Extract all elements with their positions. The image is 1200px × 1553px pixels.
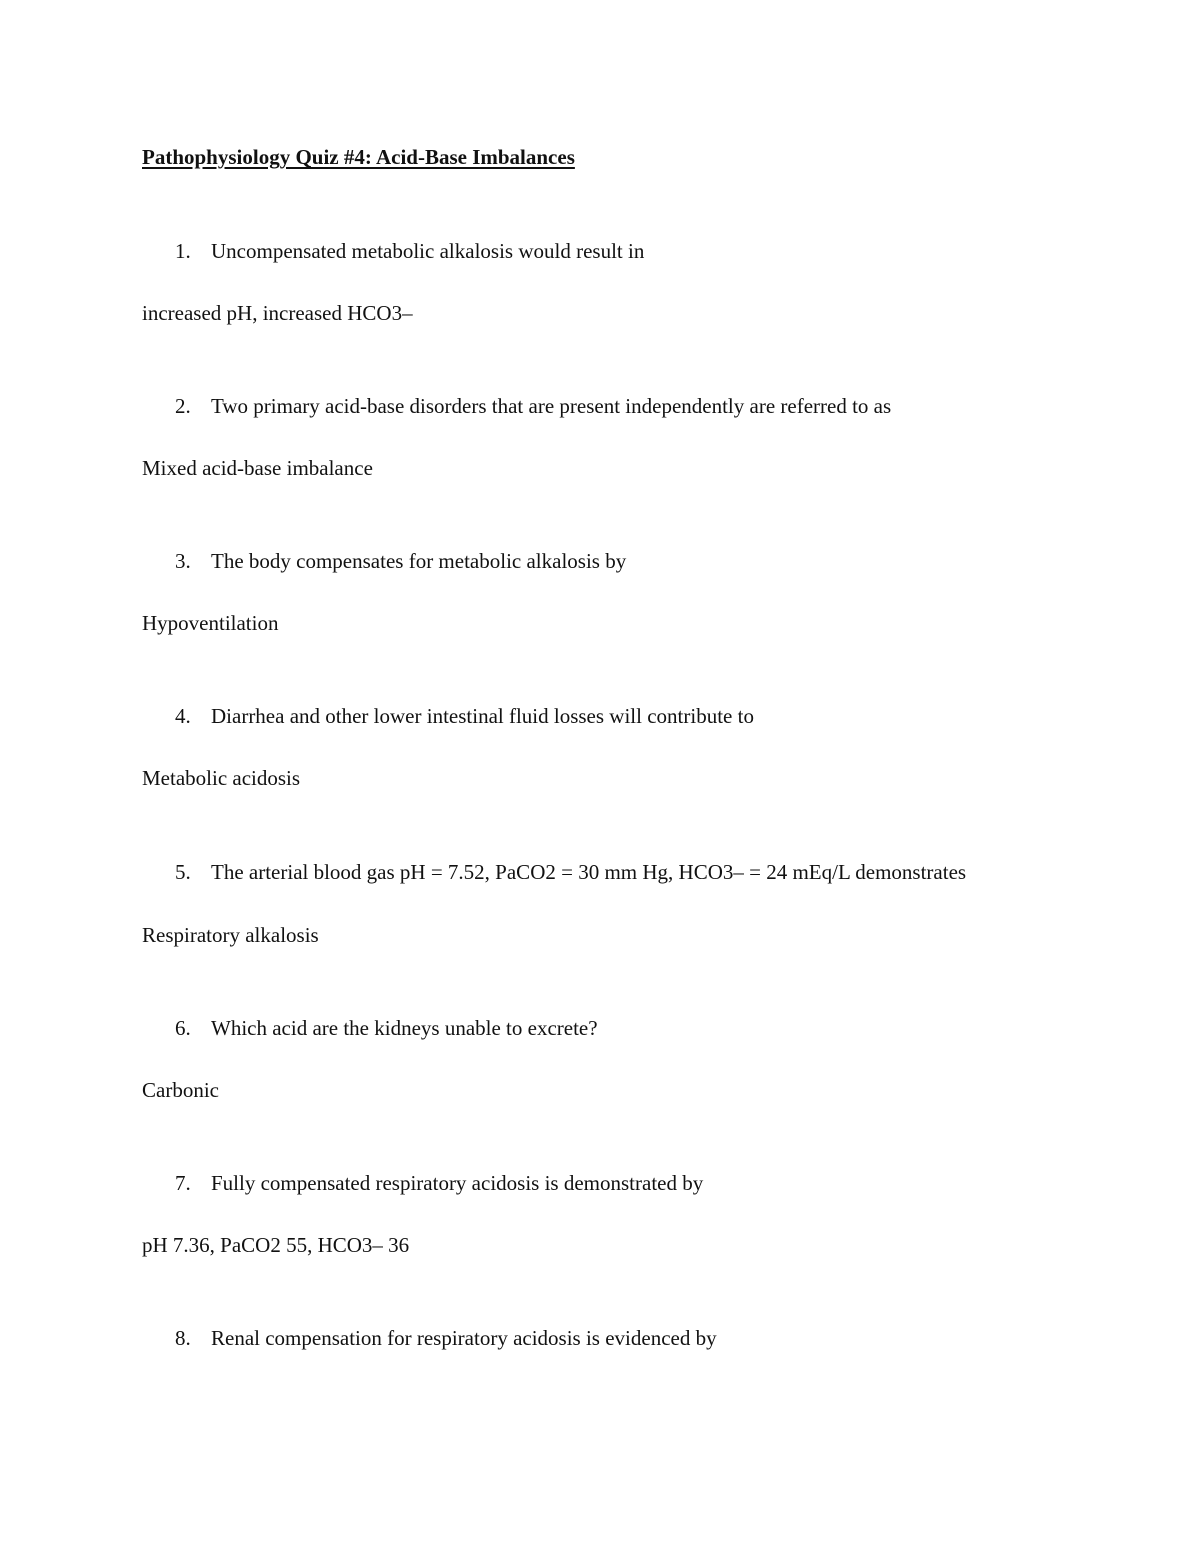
question-number: 5. xyxy=(175,860,191,884)
question-text: Two primary acid-base disorders that are present independently are referred to as xyxy=(211,394,892,418)
question-text: Renal compensation for respiratory acidosis is evidenced by xyxy=(211,1326,717,1350)
question-number: 4. xyxy=(175,704,191,728)
answer-3: Hypoventilation xyxy=(142,611,279,635)
answer-1: increased pH, increased HCO3– xyxy=(142,301,413,325)
question-text: Diarrhea and other lower intestinal fluid losses will contribute to xyxy=(211,704,754,728)
question-text: Fully compensated respiratory acidosis is demonstrated by xyxy=(211,1171,704,1195)
question-number: 1. xyxy=(175,239,191,263)
question-number: 3. xyxy=(175,549,191,573)
question-number: 2. xyxy=(175,394,191,418)
question-number: 6. xyxy=(175,1016,191,1040)
question-number: 7. xyxy=(175,1171,191,1195)
question-text: The arterial blood gas pH = 7.52, PaCO2 = 30 mm Hg, HCO3– = 24 mEq/L demonstrates xyxy=(211,860,967,884)
question-number: 8. xyxy=(175,1326,191,1350)
answer-2: Mixed acid-base imbalance xyxy=(142,456,373,480)
answer-6: Carbonic xyxy=(142,1078,219,1102)
document-title: Pathophysiology Quiz #4: Acid-Base Imbalances xyxy=(142,145,575,169)
question-text: The body compensates for metabolic alkalosis by xyxy=(211,549,627,573)
answer-4: Metabolic acidosis xyxy=(142,766,301,790)
answer-7: pH 7.36, PaCO2 55, HCO3– 36 xyxy=(142,1233,410,1257)
question-text: Which acid are the kidneys unable to excrete? xyxy=(211,1016,598,1040)
question-text: Uncompensated metabolic alkalosis would result in xyxy=(211,239,645,263)
answer-5: Respiratory alkalosis xyxy=(142,923,319,947)
